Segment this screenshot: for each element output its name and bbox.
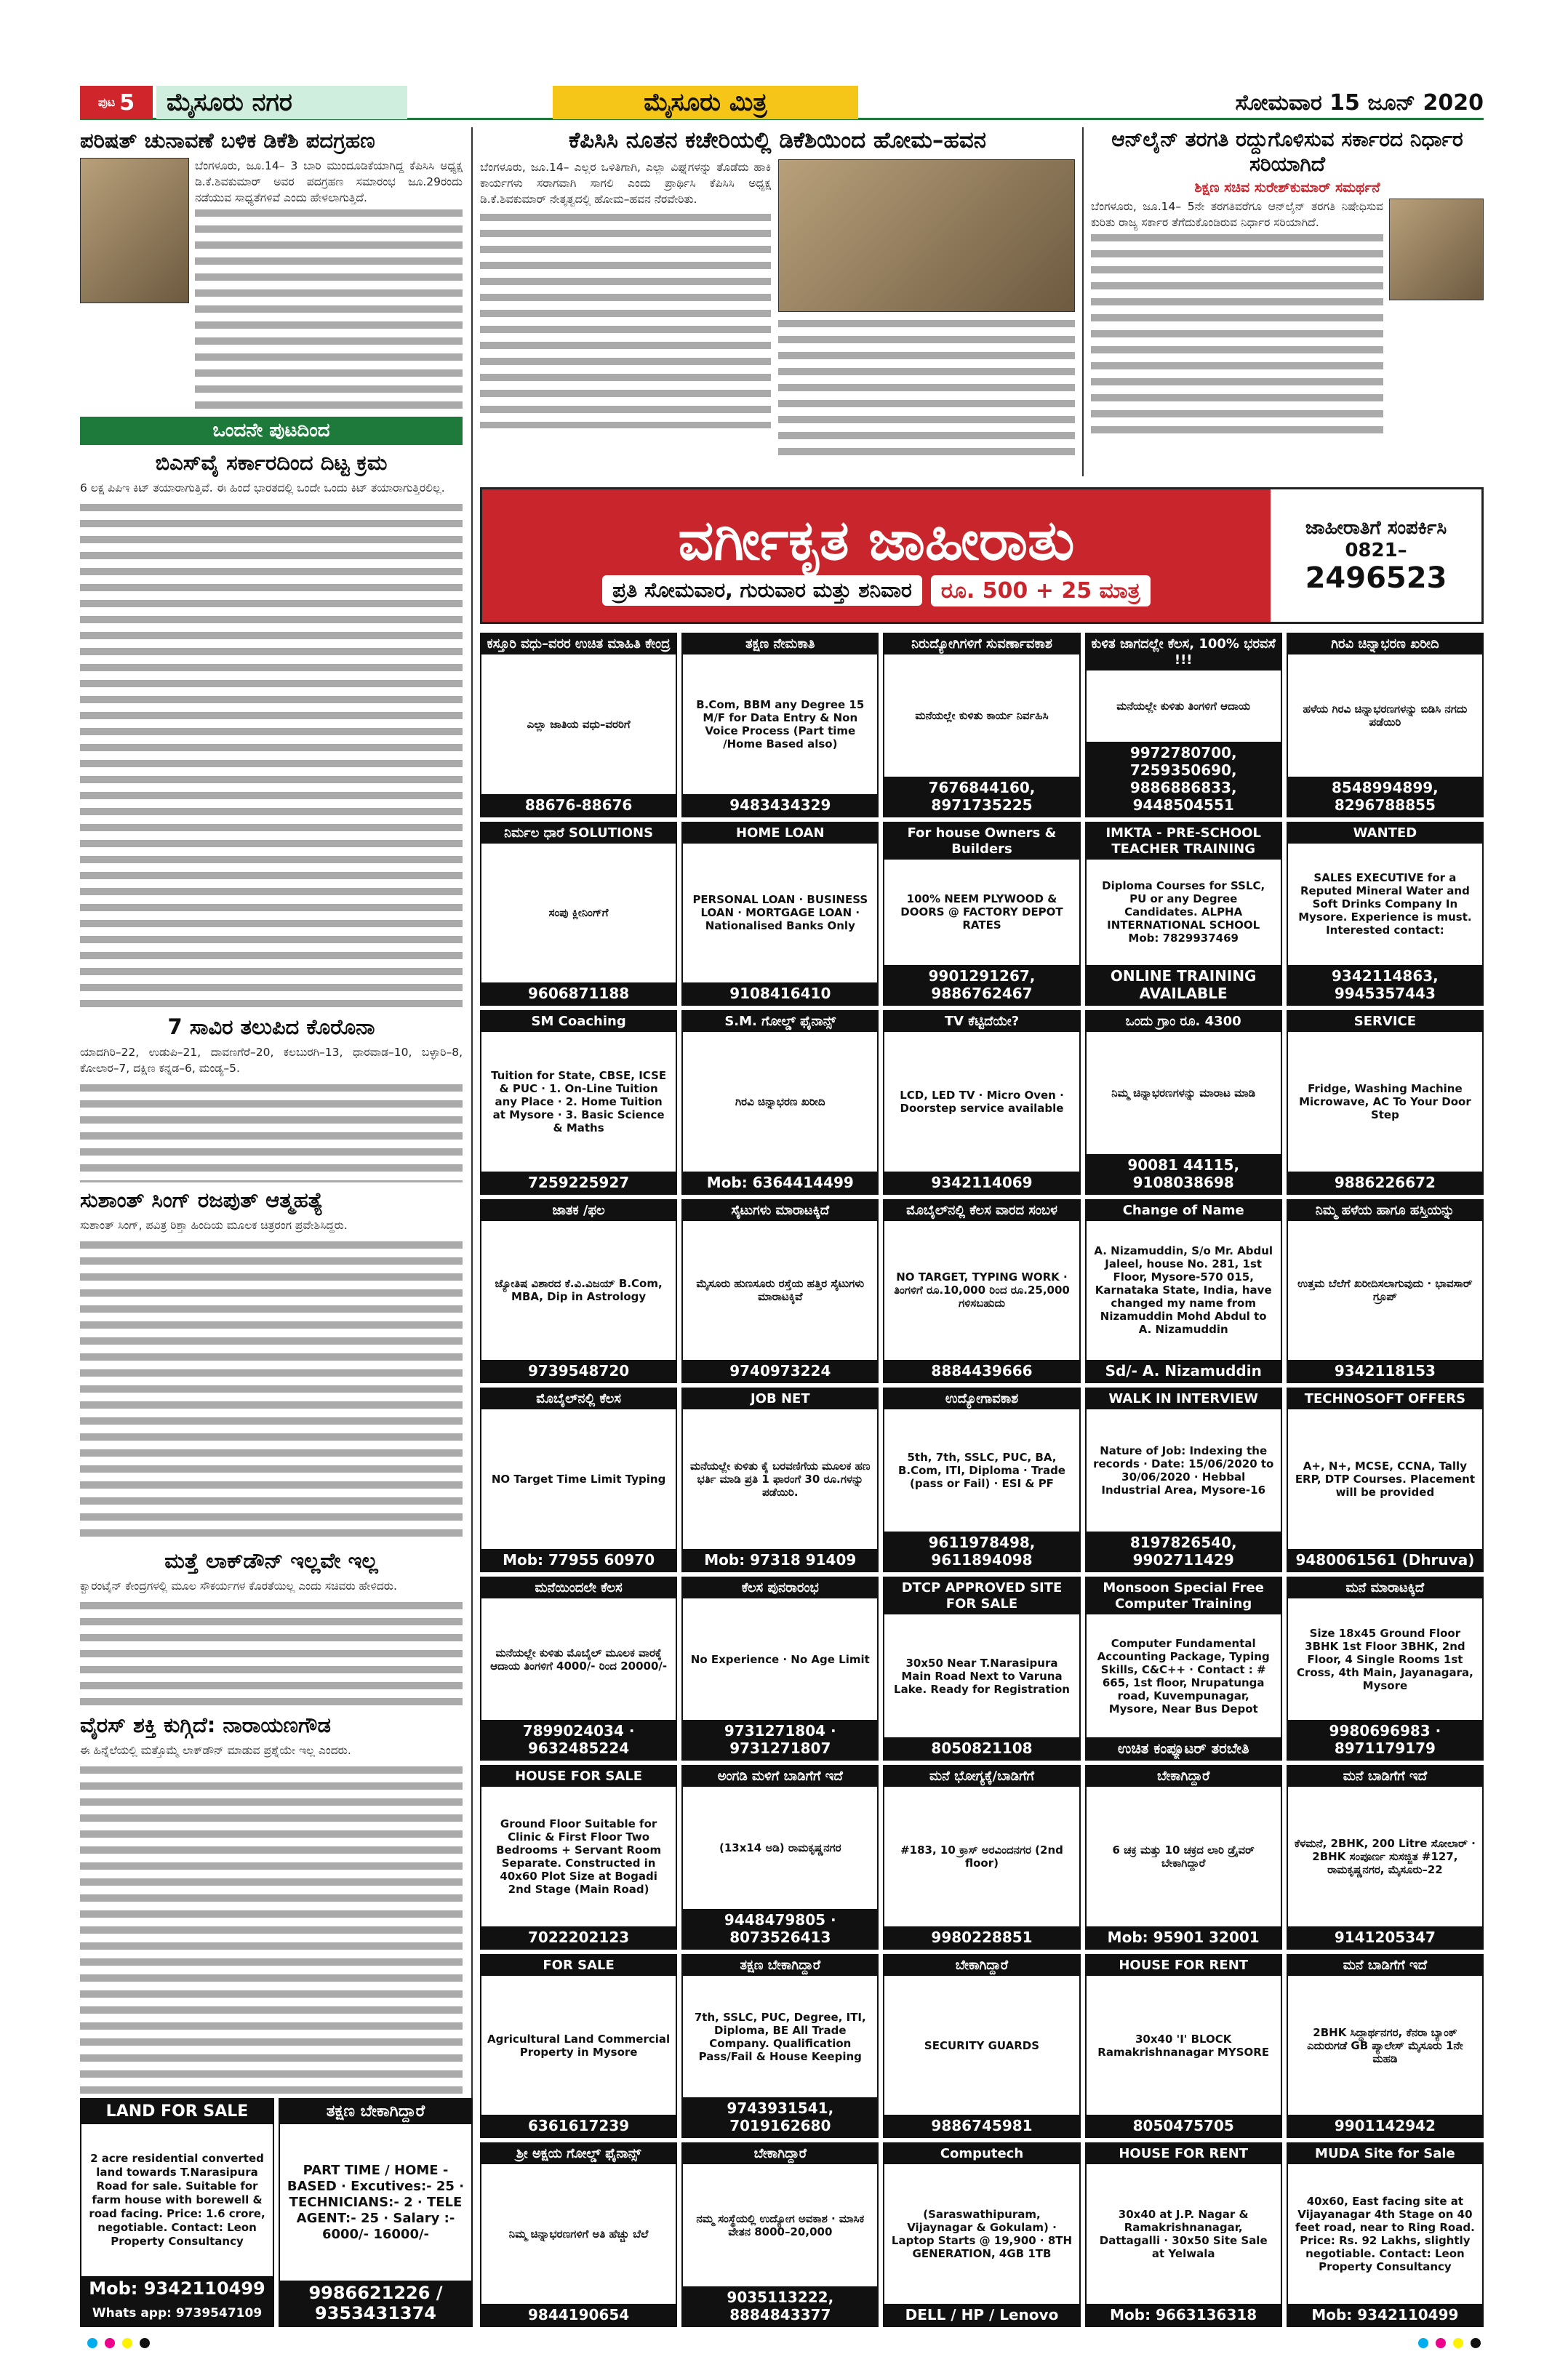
homa-photo xyxy=(778,159,1075,312)
ad-body: (13x14 ಅಡಿ) ರಾಮಕೃಷ್ಣನಗರ xyxy=(719,1841,841,1855)
ad-title: HOME LOAN xyxy=(683,823,877,844)
issue-date: ಸೋಮವಾರ 15 ಜೂನ್ 2020 xyxy=(1235,89,1484,116)
ad-body: ನಮ್ಮ ಸಂಸ್ಥೆಯಲ್ಲಿ ಉದ್ಯೋಗ ಅವಕಾಶ · ಮಾಸಿಕ ವೇತನ 8000–20,000 xyxy=(696,2212,865,2239)
ad-title: S.M. ಗೋಲ್ಡ್ ಫೈನಾನ್ಸ್ xyxy=(683,1012,877,1032)
ad-body: Agricultural Land Commercial Property in Mysore xyxy=(487,2032,671,2059)
classified-ad xyxy=(1085,1199,1282,1384)
ad-title: TV ಕೆಟ್ಟಿದೆಯೇ? xyxy=(884,1012,1079,1032)
classified-ad xyxy=(1287,633,1484,817)
bottom-left-ads xyxy=(80,2098,473,2327)
classified-ad xyxy=(1287,1010,1484,1195)
classified-ad xyxy=(1287,1954,1484,2139)
classified-ad xyxy=(1085,1954,1282,2139)
classified-ad xyxy=(1085,2142,1282,2327)
magenta-dot xyxy=(105,2338,115,2348)
page-number-value: 5 xyxy=(119,89,135,116)
page-label: ಪುಟ xyxy=(97,95,116,109)
ad-title: ಮೊಬೈಲ್‌ನಲ್ಲಿ ಕೆಲಸ xyxy=(481,1389,676,1409)
ad-body: A. Nizamuddin, S/o Mr. Abdul Jaleel, house No. 281, 1st Floor, Mysore-570 015, Karnataka State, India, have changed my name from Nizamuddin Mohd Abdul to A. Nizamuddin xyxy=(1094,1244,1273,1337)
ad-phone: 9743931541, 7019162680 xyxy=(683,2097,877,2137)
ad-phone: Mob: 95901 32001 xyxy=(1087,1926,1281,1948)
classified-ad xyxy=(883,1010,1080,1195)
text-lines xyxy=(80,1238,463,1543)
ad-body: Tuition for State, CBSE, ICSE & PUC · 1. On-Line Tuition any Place · 2. Home Tuition at Mysore · 3. Basic Science & Maths xyxy=(491,1068,667,1134)
classified-ad xyxy=(1287,1199,1484,1384)
classified-ad xyxy=(883,2142,1080,2327)
ad-title: TECHNOSOFT OFFERS xyxy=(1288,1389,1482,1409)
text-lines xyxy=(480,210,771,428)
ad-title: WANTED xyxy=(1288,823,1482,844)
ad-body: ಎಲ್ಲಾ ಜಾತಿಯ ವಧು–ವರರಿಗೆ xyxy=(527,717,631,731)
headline-bsy: ಬಿಎಸ್‌ವೈ ಸರ್ಕಾರದಿಂದ ದಿಟ್ಟ ಕ್ರಮ xyxy=(155,450,388,475)
classified-ad xyxy=(681,1388,879,1572)
classified-ad xyxy=(1085,1765,1282,1950)
classified-ad xyxy=(681,2142,879,2327)
ad-phone: 7899024034 · 9632485224 xyxy=(481,1720,676,1759)
headline-online-class: ಆನ್‌ಲೈನ್ ತರಗತಿ ರದ್ದುಗೊಳಿಸುವ ಸರ್ಕಾರದ ನಿರ್ಧಾರ ಸರಿಯಾಗಿದೆ xyxy=(1111,127,1463,176)
ad-title: HOUSE FOR SALE xyxy=(481,1766,676,1787)
text-lines xyxy=(80,1598,463,1708)
ad-title: FOR SALE xyxy=(481,1955,676,1976)
classified-ad xyxy=(1085,1577,1282,1761)
ad-body: LCD, LED TV · Micro Oven · Doorstep service available xyxy=(900,1088,1064,1115)
classified-ad xyxy=(681,1010,879,1195)
ad-body: B.Com, BBM any Degree 15 M/F for Data Entry & Non Voice Process (Part time /Home Based also) xyxy=(696,697,865,750)
ad-body: 40x60, East facing site at Vijayanagar 4th Stage on 40 feet road, near to Ring Road. Price: Rs. 92 Lakhs, slightly negotiable. Contact: Leon Property Consultancy xyxy=(1295,2195,1475,2274)
classified-ad xyxy=(480,633,677,817)
classified-ad xyxy=(1287,822,1484,1006)
ad-phone: DELL / HP / Lenovo xyxy=(884,2304,1079,2326)
ad-title: ಒಂದು ಗ್ರಾಂ ರೂ. 4300 xyxy=(1087,1012,1281,1032)
ad-body: Ground Floor Suitable for Clinic & First Floor Two Bedrooms + Servant Room Separate. Constructed in 40x60 Plot Size at Bogadi 2nd Stage (Main Road) xyxy=(496,1817,662,1897)
ad-title: Monsoon Special Free Computer Training xyxy=(1087,1578,1281,1614)
ad-body: Nature of Job: Indexing the records · Date: 15/06/2020 to 30/06/2020 · Hebbal Industrial Area, Mysore-16 xyxy=(1093,1444,1274,1497)
dkshi-photo xyxy=(80,158,189,303)
classified-ad xyxy=(681,1765,879,1950)
ad-body: ನಿಮ್ಮ ಚಿನ್ನಾಭರಣಗಳಿಗೆ ಅತಿ ಹೆಚ್ಚು ಬೆಲೆ xyxy=(508,2227,649,2241)
contact-std: 0821– xyxy=(1345,539,1407,561)
ad-phone: 9972780700, 7259350690, 9886886833, 9448504551 xyxy=(1087,742,1281,816)
ad-body: 7th, SSLC, PUC, Degree, ITI, Diploma, BE All Trade Company. Qualification Pass/Fail & House Keeping xyxy=(694,2010,866,2063)
ad-title: DTCP APPROVED SITE FOR SALE xyxy=(884,1578,1079,1614)
ad-phone: ಉಚಿತ ಕಂಪ್ಯೂಟರ್ ತರಬೇತಿ xyxy=(1087,1737,1281,1759)
ad-body: ಉತ್ತಮ ಬೆಲೆಗೆ ಖರೀದಿಸಲಾಗುವುದು · ಭಾವಸಾರ್ ಗ್ರೂಪ್ xyxy=(1297,1277,1473,1304)
black-dot xyxy=(1471,2338,1481,2348)
ad-phone: 9844190654 xyxy=(481,2304,676,2326)
ad-phone: 9108416410 xyxy=(683,982,877,1004)
ad-title: ಸೈಟುಗಳು ಮಾರಾಟಕ್ಕಿದೆ xyxy=(683,1201,877,1221)
ad-title: ಮನೆ ಬಾಡಿಗೆಗೆ ಇದೆ xyxy=(1288,1766,1482,1787)
article-text: 6 ಲಕ್ಷ ಪಿಪಿಇ ಕಿಟ್ ತಯಾರಾಗುತ್ತಿವೆ. ಈ ಹಿಂದೆ ಭಾರತದಲ್ಲಿ ಒಂದೇ ಒಂದು ಕಿಟ್ ತಯಾರಾಗುತ್ತಿರಲಿಲ್ಲ. xyxy=(80,481,445,495)
classified-ad xyxy=(883,1577,1080,1761)
classified-ad xyxy=(883,1388,1080,1572)
ad-title: ಮನೆಯಿಂದಲೇ ಕೆಲಸ xyxy=(481,1578,676,1598)
ad-body: ಹಳೆಯ ಗಿರವಿ ಚಿನ್ನಾಭರಣಗಳನ್ನು ಬಿಡಿಸಿ ನಗದು ಪಡೆಯಿರಿ xyxy=(1303,702,1468,729)
classified-ad xyxy=(883,1199,1080,1384)
subheadline: ಶಿಕ್ಷಣ ಸಚಿವ ಸುರೇಶ್‌ಕುಮಾರ್ ಸಮರ್ಥನೆ xyxy=(1194,180,1380,196)
ad-phone: 9448479805 · 8073526413 xyxy=(683,1909,877,1948)
ad-phone: Mob: 77955 60970 xyxy=(481,1549,676,1571)
ad-phone: 8548994899, 8296788855 xyxy=(1288,777,1482,816)
ad-title: ತಕ್ಷಣ ಬೇಕಾಗಿದ್ದಾರೆ xyxy=(683,1955,877,1976)
ad-title: HOUSE FOR RENT xyxy=(1087,2144,1281,2164)
ad-body: 30x40 at J.P. Nagar & Ramakrishnanagar, Dattagalli · 30x50 Site Sale at Yelwala xyxy=(1099,2208,1268,2261)
classified-ad xyxy=(1085,1010,1282,1195)
text-lines xyxy=(195,206,463,412)
ad-body: (Saraswathipuram, Vijaynagar & Gokulam) · Laptop Starts @ 19,900 · 8TH GENERATION, 4GB 1TB xyxy=(891,2208,1073,2261)
classified-ad xyxy=(1287,1577,1484,1761)
classified-ad xyxy=(480,822,677,1006)
classified-ad xyxy=(883,822,1080,1006)
yellow-dot xyxy=(122,2338,132,2348)
ad-body: A+, N+, MCSE, CCNA, Tally ERP, DTP Courses. Placement will be provided xyxy=(1295,1459,1475,1499)
print-marks-right xyxy=(1418,2338,1481,2348)
ad-title: Computech xyxy=(884,2144,1079,2164)
article-text: ಯಾದಗಿರಿ–22, ಉಡುಪಿ–21, ದಾವಣಗೆರೆ–20, ಕಲಬುರಗಿ–13, ಧಾರವಾಡ–10, ಬಳ್ಳಾರಿ–8, ಕೋಲಾರ–7, ದಕ್ಷಿಣ ಕನ್ನಡ–6, ಮಂಡ್ಯ–5. xyxy=(80,1046,463,1075)
headline-lockdown: ಮತ್ತೆ ಲಾಕ್‌ಡೌನ್ ಇಲ್ಲವೇ ಇಲ್ಲ xyxy=(164,1548,378,1573)
magenta-dot xyxy=(1436,2338,1446,2348)
classified-ad xyxy=(681,633,879,817)
text-lines xyxy=(1091,231,1383,434)
section-title: ಮೈಸೂರು ನಗರ xyxy=(156,86,407,119)
classified-title-block xyxy=(482,489,1271,622)
article-online-class xyxy=(1091,127,1484,476)
ad-body: PART TIME / HOME -BASED · Excutives:- 25 · TECHNICIANS:- 2 · TELE AGENT:- 25 · Salary :- 6000/- 16000/- xyxy=(287,2162,465,2242)
contact-label: ಜಾಹೀರಾತಿಗೆ ಸಂಪರ್ಕಿಸಿ xyxy=(1305,516,1447,539)
ad-phone: Mob: 9342110499 xyxy=(81,2276,273,2301)
continued-banner: ಒಂದನೇ ಪುಟದಿಂದ xyxy=(80,417,463,445)
ad-title: ಬೇಕಾಗಿದ್ದಾರೆ xyxy=(884,1955,1079,1976)
ad-phone: ONLINE TRAINING AVAILABLE xyxy=(1087,965,1281,1004)
ad-title: ತಕ್ಷಣ ನೇಮಕಾತಿ xyxy=(683,634,877,654)
ad-title: ಅಂಗಡಿ ಮಳಿಗೆ ಬಾಡಿಗೆಗೆ ಇದೆ xyxy=(683,1766,877,1787)
classified-ad xyxy=(883,1765,1080,1950)
headline-virus: ವೈರಸ್ ಶಕ್ತಿ ಕುಗ್ಗಿದೆ: ನಾರಾಯಣಗೌಡ xyxy=(80,1713,331,1737)
classified-ad xyxy=(480,1199,677,1384)
ad-phone: Mob: 9663136318 xyxy=(1087,2304,1281,2326)
ad-phone: 9342114863, 9945357443 xyxy=(1288,965,1482,1004)
ad-phone: 9980696983 · 8971179179 xyxy=(1288,1720,1482,1759)
ad-body: SECURITY GUARDS xyxy=(924,2038,1040,2052)
cyan-dot xyxy=(1418,2338,1428,2348)
headline-sushant: ಸುಶಾಂತ್ ಸಿಂಗ್ ರಜಪುತ್ ಆತ್ಮಹತ್ಯೆ xyxy=(80,1188,324,1212)
ad-land-for-sale xyxy=(80,2098,274,2327)
ad-title: ಗಿರವಿ ಚಿನ್ನಾಭರಣ ಖರೀದಿ xyxy=(1288,634,1482,654)
text-lines xyxy=(80,1081,463,1182)
ad-phone: 9035113222, 8884843377 xyxy=(683,2286,877,2326)
ad-phone: 7259225927 xyxy=(481,1172,676,1193)
classified-ad xyxy=(480,1765,677,1950)
article-text: ಸುಶಾಂತ್ ಸಿಂಗ್, ಪವಿತ್ರ ರಿಶ್ತಾ ಹಿಂದಿಯ ಮೂಲಕ ಚಿತ್ರರಂಗ ಪ್ರವೇಶಿಸಿದ್ದರು. xyxy=(80,1219,348,1232)
ad-title: ಮನೆ ಬಾಡಿಗೆಗೆ ಇದೆ xyxy=(1288,1955,1482,1976)
classified-ad xyxy=(681,822,879,1006)
ad-phone: 9606871188 xyxy=(481,982,676,1004)
ad-body: ಮನೆಯಲ್ಲೇ ಕುಳಿತು ಮೊಬೈಲ್ ಮೂಲಕ ವಾರಕ್ಕೆ ಆದಾಯ ತಿಂಗಳಿಗೆ 4000/- ರಿಂದ 20000/- xyxy=(490,1646,668,1673)
text-lines xyxy=(80,1763,463,2098)
ad-title: ಮೊಬೈಲ್‌ನಲ್ಲಿ ಕೆಲಸ ವಾರದ ಸಂಬಳ xyxy=(884,1201,1079,1221)
classified-ad xyxy=(480,1388,677,1572)
article-text: ಈ ಹಿನ್ನೆಲೆಯಲ್ಲಿ ಮತ್ತೊಮ್ಮೆ ಲಾಕ್‌ಡೌನ್ ಮಾಡುವ ಪ್ರಶ್ನೆಯೇ ಇಲ್ಲ ಎಂದರು. xyxy=(80,1744,351,1757)
ad-body: ಗಿರವಿ ಚಿನ್ನಾಭರಣ ಖರೀದಿ xyxy=(735,1094,825,1108)
classified-ad xyxy=(480,1010,677,1195)
ad-body: Size 18x45 Ground Floor 3BHK 1st Floor 3BHK, 2nd Floor, 4 Single Rooms 1st Cross, 4th Main, Jayanagara, Mysore xyxy=(1296,1626,1473,1692)
ad-phone: Mob: 97318 91409 xyxy=(683,1549,877,1571)
ad-title: ಉದ್ಯೋಗಾವಕಾಶ xyxy=(884,1389,1079,1409)
ad-phone: 88676-88676 xyxy=(481,794,676,816)
classified-ad xyxy=(480,1577,677,1761)
article-text: ಬೆಂಗಳೂರು, ಜೂ.14– 5ನೇ ತರಗತಿವರೆಗೂ ಆನ್‌ಲೈನ್ ತರಗತಿ ನಿಷೇಧಿಸುವ ಕುರಿತು ರಾಜ್ಯ ಸರ್ಕಾರ ತೆಗೆದುಕೊಂಡಿರುವ ನಿರ್ಧಾರ ಸರಿಯಾಗಿದೆ. xyxy=(1091,200,1383,229)
article-dkshi xyxy=(80,158,463,412)
classified-ad xyxy=(1085,822,1282,1006)
ad-title: ಬೇಕಾಗಿದ್ದಾರೆ xyxy=(683,2144,877,2164)
black-dot xyxy=(140,2338,150,2348)
classified-banner xyxy=(480,487,1484,624)
classified-price: ರೂ. 500 + 25 ಮಾತ್ರ xyxy=(931,575,1151,606)
ad-phone: 8050821108 xyxy=(884,1737,1079,1759)
ad-title: HOUSE FOR RENT xyxy=(1087,1955,1281,1976)
ad-phone: 9986621226 / 9353431374 xyxy=(280,2281,471,2326)
ad-title: ಕಸ್ತೂರಿ ವಧು–ವರರ ಉಚಿತ ಮಾಹಿತಿ ಕೇಂದ್ರ xyxy=(481,634,676,654)
ad-title: MUDA Site for Sale xyxy=(1288,2144,1482,2164)
ad-title: WALK IN INTERVIEW xyxy=(1087,1389,1281,1409)
ad-title: Change of Name xyxy=(1087,1201,1281,1221)
ad-phone: 8197826540, 9902711429 xyxy=(1087,1532,1281,1571)
ad-phone: 9901142942 xyxy=(1288,2115,1482,2137)
ad-body: ಮನೆಯಲ್ಲೇ ಕುಳಿತು ತಿಂಗಳಿಗೆ ಆದಾಯ xyxy=(1116,699,1251,713)
classified-ad xyxy=(1287,1388,1484,1572)
classified-ads-grid xyxy=(480,633,1484,2327)
ad-body: ಜ್ಯೋತಿಷ ವಿಶಾರದ ಕೆ.ವಿ.ವಿಜಯ್ B.Com, MBA, Dip in Astrology xyxy=(495,1277,663,1304)
ad-phone: 7676844160, 8971735225 xyxy=(884,777,1079,816)
ad-title: JOB NET xyxy=(683,1389,877,1409)
news-column xyxy=(80,127,473,2098)
ad-phone: 9740973224 xyxy=(683,1360,877,1382)
article-homa xyxy=(480,127,1084,476)
ad-body: 100% NEEM PLYWOOD & DOORS @ FACTORY DEPOT RATES xyxy=(900,892,1063,932)
ad-title: ಬೇಕಾಗಿದ್ದಾರೆ xyxy=(1087,1766,1281,1787)
ad-body: 2BHK ಸಿದ್ಧಾರ್ಥನಗರ, ಕೆನರಾ ಬ್ಯಾಂಕ್ ಎದುರುಗಡೆ GB ಪ್ಯಾಲೇಸ್ ಮೈಸೂರು 1ನೇ ಮಹಡಿ xyxy=(1307,2025,1463,2065)
ad-phone: 9480061561 (Dhruva) xyxy=(1288,1549,1482,1571)
ad-body: 30x50 Near T.Narasipura Main Road Next to Varuna Lake. Ready for Registration xyxy=(894,1656,1070,1696)
ad-body: ಮನೆಯಲ್ಲೇ ಕುಳಿತು ಕಾರ್ಯ ನಿರ್ವಹಿಸಿ xyxy=(915,708,1049,722)
ad-title: ಜಾತಕ /ಫಲ xyxy=(481,1201,676,1221)
text-lines xyxy=(778,316,1075,462)
classified-ad xyxy=(480,2142,677,2327)
ad-title: ನಿಮ್ಮ ಹಳೆಯ ಹಾಗೂ ಹಸ್ತಿಯನ್ನು xyxy=(1288,1201,1482,1221)
ad-body: Fridge, Washing Machine Microwave, AC To Your Door Step xyxy=(1299,1081,1471,1121)
classified-ad xyxy=(480,1954,677,2139)
ad-body: 30x40 'I' BLOCK Ramakrishnanagar MYSORE xyxy=(1097,2032,1270,2059)
ad-body: ಸಂಪು ಕ್ಲೀನಿಂಗ್‌ಗೆ xyxy=(548,906,609,920)
ad-phone: Sd/- A. Nizamuddin xyxy=(1087,1360,1281,1382)
classified-ad xyxy=(1287,2142,1484,2327)
classified-ad xyxy=(883,1954,1080,2139)
ad-phone: 9342118153 xyxy=(1288,1360,1482,1382)
ad-whatsapp: Whats app: 9739547109 xyxy=(81,2301,273,2326)
ad-phone: 9901291267, 9886762467 xyxy=(884,965,1079,1004)
ad-body: ಮೈಸೂರು ಹುಣಸೂರು ರಸ್ತೆಯ ಹತ್ತಿರ ಸೈಟುಗಳು ಮಾರಾಟಕ್ಕಿವೆ xyxy=(696,1277,865,1304)
ad-body: ಕೆಳಮನೆ, 2BHK, 200 Litre ಸೋಲಾರ್ · 2BHK ಸಂಪೂರ್ಣ ಸುಸಜ್ಜಿತ #127, ರಾಮಕೃಷ್ಣನಗರ, ಮೈಸೂರು–22 xyxy=(1294,1837,1476,1877)
ad-phone: 9342114069 xyxy=(884,1172,1079,1193)
ad-phone: Mob: 6364414499 xyxy=(683,1172,877,1193)
classified-title: ವರ್ಗೀಕೃತ ಜಾಹೀರಾತು xyxy=(678,507,1075,572)
contact-phone: 2496523 xyxy=(1305,561,1447,595)
ad-phone: 9611978498, 9611894098 xyxy=(884,1532,1079,1571)
ad-body: 2 acre residential converted land towards T.Narasipura Road for sale. Suitable for farm house with borewell & road facing. Price: 1.6 crore, negotiable. Contact: Leon Property Consultancy xyxy=(89,2152,265,2248)
ad-title: SM Coaching xyxy=(481,1012,676,1032)
ad-body: NO TARGET, TYPING WORK · ತಿಂಗಳಿಗೆ ರೂ.10,000 ರಿಂದ ರೂ.25,000 ಗಳಿಸಬಹುದು xyxy=(894,1270,1070,1310)
classified-contact xyxy=(1271,489,1481,622)
article-text: ಬೆಂಗಳೂರು, ಜೂ.14– 3 ಬಾರಿ ಮುಂದೂಡಿಕೆಯಾಗಿದ್ದ ಕೆಪಿಸಿಸಿ ಅಧ್ಯಕ್ಷ ಡಿ.ಕೆ.ಶಿವಕುಮಾರ್ ಅವರ ಪದಗ್ರಹಣ ಸಮಾರಂಭ ಜೂ.29ರಂದು ನಡೆಯುವ ಸಾಧ್ಯತೆಗಳಿವೆ ಎಂದು ಹೇಳಲಾಗುತ್ತಿದೆ. xyxy=(195,159,463,204)
ad-title: SERVICE xyxy=(1288,1012,1482,1032)
classified-days: ಪ್ರತಿ ಸೋಮವಾರ, ಗುರುವಾರ ಮತ್ತು ಶನಿವಾರ xyxy=(602,575,922,606)
newspaper-name: ಮೈಸೂರು ಮಿತ್ರ xyxy=(553,86,858,119)
classified-ad xyxy=(1085,1388,1282,1572)
classified-ad xyxy=(279,2098,473,2327)
ad-phone: 90081 44115, 9108038698 xyxy=(1087,1154,1281,1193)
ad-title: ಕುಳಿತ ಜಾಗದಲ್ಲೇ ಕೆಲಸ, 100% ಭರವಸೆ !!! xyxy=(1087,634,1281,670)
ad-title: ಮನೆ ಮಾರಾಟಕ್ಕಿದೆ xyxy=(1288,1578,1482,1598)
ad-title: IMKTA - PRE-SCHOOL TEACHER TRAINING xyxy=(1087,823,1281,860)
ad-phone: 8884439666 xyxy=(884,1360,1079,1382)
classified-ad xyxy=(883,633,1080,817)
minister-photo xyxy=(1389,199,1484,300)
ad-body: 6 ಚಕ್ರ ಮತ್ತು 10 ಚಕ್ರದ ಲಾರಿ ಡ್ರೈವರ್ ಬೇಕಾಗಿದ್ದಾರೆ xyxy=(1112,1843,1255,1870)
ad-title: ನಿರುದ್ಯೋಗಿಗಳಿಗೆ ಸುವರ್ಣಾವಕಾಶ xyxy=(884,634,1079,654)
ad-phone: 9980228851 xyxy=(884,1926,1079,1948)
ad-body: ಮನೆಯಲ್ಲೇ ಕುಳಿತು ಕೈ ಬರವಣಿಗೆಯ ಮೂಲಕ ಹಣ ಭರ್ತಿ ಮಾಡಿ ಪ್ರತಿ 1 ಫಾರಂಗೆ 30 ರೂ.ಗಳನ್ನು ಪಡೆಯಿರಿ. xyxy=(689,1459,871,1499)
ad-body: Diploma Courses for SSLC, PU or any Degree Candidates. ALPHA INTERNATIONAL SCHOOL Mob: 7829937469 xyxy=(1102,879,1265,945)
headline-homa: ಕೆಪಿಸಿಸಿ ನೂತನ ಕಚೇರಿಯಲ್ಲಿ ಡಿಕೆಶಿಯಿಂದ ಹೋಮ–ಹವನ xyxy=(569,127,986,153)
classified-ad xyxy=(681,1199,879,1384)
ad-title: ಕೆಲಸ ಪುನರಾರಂಭ xyxy=(683,1578,877,1598)
ad-body: PERSONAL LOAN · BUSINESS LOAN · MORTGAGE LOAN · Nationalised Banks Only xyxy=(692,893,868,933)
headline-corona: 7 ಸಾವಿರ ತಲುಪಿದ ಕೊರೊನಾ xyxy=(167,1014,375,1039)
ad-body: ನಿಮ್ಮ ಚಿನ್ನಾಭರಣಗಳನ್ನು ಮಾರಾಟ ಮಾಡಿ xyxy=(1111,1086,1256,1100)
ad-phone: 7022202123 xyxy=(481,1926,676,1948)
yellow-dot xyxy=(1453,2338,1463,2348)
classified-ad xyxy=(681,1954,879,2139)
classified-ad xyxy=(1085,633,1282,817)
ad-title: LAND FOR SALE xyxy=(81,2099,273,2124)
ad-title: ತಕ್ಷಣ ಬೇಕಾಗಿದ್ದಾರೆ xyxy=(280,2099,471,2124)
print-marks-left xyxy=(87,2338,150,2348)
ad-phone: 9731271804 · 9731271807 xyxy=(683,1720,877,1759)
ad-title: For house Owners & Builders xyxy=(884,823,1079,860)
classified-ad xyxy=(681,1577,879,1761)
classified-ad xyxy=(1287,1765,1484,1950)
ad-body: No Experience · No Age Limit xyxy=(690,1652,870,1666)
page-number xyxy=(80,86,153,119)
ad-title: ನಿರ್ಮಲ ಧಾರೆ SOLUTIONS xyxy=(481,823,676,844)
ad-title: ಶ್ರೀ ಅಕ್ಷಯ ಗೋಲ್ಡ್ ಫೈನಾನ್ಸ್ xyxy=(481,2144,676,2164)
ad-phone: 9141205347 xyxy=(1288,1926,1482,1948)
headline-dkshi: ಪರಿಷತ್ ಚುನಾವಣೆ ಬಳಿಕ ಡಿಕೆಶಿ ಪದಗ್ರಹಣ xyxy=(80,128,375,153)
ad-phone: 8050475705 xyxy=(1087,2115,1281,2137)
cyan-dot xyxy=(87,2338,97,2348)
ad-phone: 9886745981 xyxy=(884,2115,1079,2137)
ad-phone: 9739548720 xyxy=(481,1360,676,1382)
text-lines xyxy=(80,500,463,1009)
article-text: ಕ್ವಾರಂಟೈನ್ ಕೇಂದ್ರಗಳಲ್ಲಿ ಮೂಲ ಸೌಕರ್ಯಗಳ ಕೊರತೆಯಿಲ್ಲ ಎಂದು ಸಚಿವರು ಹೇಳಿದರು. xyxy=(80,1580,397,1593)
ad-phone: 9483434329 xyxy=(683,794,877,816)
ad-title: ಮನೆ ಭೋಗ್ಯಕ್ಕೆ/ಬಾಡಿಗೆಗೆ xyxy=(884,1766,1079,1787)
article-text: ಬೆಂಗಳೂರು, ಜೂ.14– ಎಲ್ಲರ ಒಳಿತಿಗಾಗಿ, ಎಲ್ಲಾ ವಿಘ್ನಗಳನ್ನು ತೊಡೆದು ಹಾಕಿ ಕಾರ್ಯಗಳು ಸರಾಗವಾಗಿ ಸಾಗಲಿ ಎಂದು ಪ್ರಾರ್ಥಿಸಿ ಕೆಪಿಸಿಸಿ ಅಧ್ಯಕ್ಷ ಡಿ.ಕೆ.ಶಿವಕುಮಾರ್ ನೇತೃತ್ವದಲ್ಲಿ ಹೋಮ–ಹವನ ನೆರವೇರಿತು. xyxy=(480,161,771,206)
ad-body: Computer Fundamental Accounting Package, Typing Skills, C&C++ · Contact : # 665, 1st floor, Nrupatunga road, Kuvempunagar, Mysore, Near Bus Depot xyxy=(1097,1636,1270,1716)
ad-body: #183, 10 ಕ್ರಾಸ್ ಅರವಿಂದನಗರ (2nd floor) xyxy=(900,1843,1063,1870)
ad-body: 5th, 7th, SSLC, PUC, BA, B.Com, ITI, Diploma · Trade (pass or Fail) · ESI & PF xyxy=(897,1450,1065,1490)
ad-body: NO Target Time Limit Typing xyxy=(491,1472,666,1486)
ad-body: SALES EXECUTIVE for a Reputed Mineral Water and Soft Drinks Company In Mysore. Experience is must. Interested contact: xyxy=(1298,871,1472,937)
ad-phone: 9886226672 xyxy=(1288,1172,1482,1193)
ad-phone: Mob: 9342110499 xyxy=(1288,2304,1482,2326)
ad-phone: 6361617239 xyxy=(481,2115,676,2137)
